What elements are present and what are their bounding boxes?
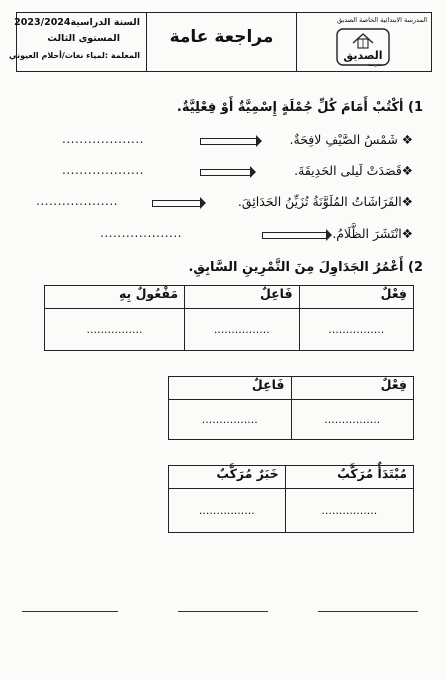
arrow-icon: [152, 200, 200, 207]
arrow-icon: [200, 138, 256, 145]
table1-header-verb: فِعْلٌ: [299, 286, 413, 309]
q1-answer-1[interactable]: ...................: [62, 132, 144, 146]
bottom-divider: [318, 611, 418, 612]
table1-cell-object[interactable]: ................: [45, 309, 185, 351]
table2-header-verb: فِعْلٌ: [291, 377, 414, 400]
q1-item-3: ❖الفَرَاشَاتُ المُلَوَّنَةُ تُزَيِّنُ الحَدَائِقَ.: [237, 194, 413, 209]
table-verb-subject: [168, 376, 414, 440]
school-year-label: السنة الدراسية2023/2024: [14, 17, 140, 28]
bottom-divider: [178, 611, 268, 612]
question-2-prompt: 2) أَعْمُرُ الجَدَاوِلَ مِنَ التَّمْرِينِ السَّابِقِ.: [188, 260, 423, 275]
table2-header-subject: فَاعِلٌ: [169, 377, 292, 400]
table3-header-subject: مُبْتَدَأٌ مُرَكَّبٌ: [285, 466, 413, 489]
page-title: مراجعة عامة: [169, 27, 274, 47]
q1-answer-3[interactable]: ...................: [36, 194, 118, 208]
header-title-cell: [147, 13, 297, 71]
question-1-prompt: 1) أكْتُبْ أَمَامَ كُلِّ جُمْلَةٍ إِسْمِيَّةٌ أَوْ فِعْلِيَّةٌ.: [176, 100, 423, 115]
logo-caption: مدرسة: [367, 62, 383, 68]
table3-header-predicate: خَبَرٌ مُرَكَّبٌ: [169, 466, 286, 489]
bottom-divider: [22, 611, 118, 612]
q1-answer-4[interactable]: ...................: [100, 226, 182, 240]
q1-item-1: ❖ شَمْسُ الصَّيْفِ لافِحَةٌ.: [289, 132, 413, 147]
school-logo-icon: [327, 25, 399, 69]
table-compound-predicate: [168, 465, 414, 533]
table1-cell-verb[interactable]: ................: [299, 309, 413, 351]
table-verb-subject-object: [44, 285, 414, 351]
worksheet-header: [9, 12, 432, 72]
arrow-icon: [200, 169, 250, 176]
table3-cell-predicate[interactable]: ................: [169, 489, 286, 533]
logo-text: الصديق: [343, 49, 383, 62]
table1-header-subject: فَاعِلٌ: [185, 286, 299, 309]
table1-cell-subject[interactable]: ................: [185, 309, 299, 351]
teacher-label: المعلمة :لمياء نغات/أحلام العيوني: [9, 51, 140, 60]
table3-cell-subject[interactable]: ................: [285, 489, 413, 533]
q1-answer-2[interactable]: ...................: [62, 163, 144, 177]
table1-header-object: مَفْعُولٌ بِهِ: [45, 286, 185, 309]
header-info-cell: [9, 13, 147, 71]
school-name: المدرسة الابتدائية الخاصة الصديق: [336, 16, 427, 24]
q1-item-2: ❖قَصَدَتْ لَيلى الحَدِيقَةَ.: [294, 163, 413, 178]
q1-item-4: ❖انْتَشَرَ الظَّلَامُ.: [332, 226, 413, 241]
grade-level-label: المستوى الثالث: [47, 33, 120, 44]
table2-cell-verb[interactable]: ................: [291, 400, 414, 440]
arrow-icon: [262, 232, 326, 239]
header-school-cell: [297, 13, 433, 71]
table2-cell-subject[interactable]: ................: [169, 400, 292, 440]
